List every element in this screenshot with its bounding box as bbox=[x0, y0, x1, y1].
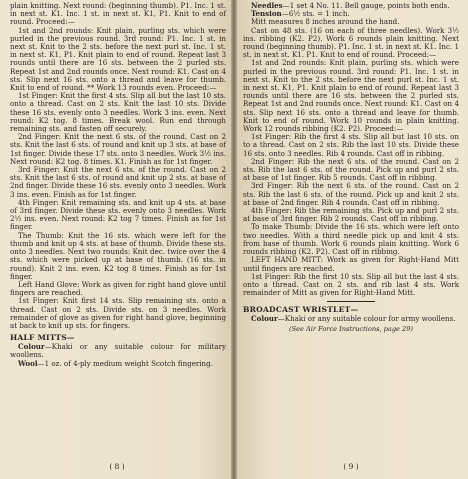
colour-label: Colour bbox=[18, 342, 45, 352]
right-paragraph: 3rd Finger: Rib the next 6 sts. of the round. Cast on 2 sts. Rib the last 6 sts. of the round. Pick up and knit 2 sts. at base of 2nd finger. Rib 4 rounds. Cast off in ribbing. bbox=[243, 181, 459, 207]
right-paragraph: To make Thumb: Divide the 16 sts. which were left onto two needles. With a third needle pick up and knit 4 sts. from base of thumb. Work 6 rounds plain knitting. Work 6 rounds ribbing (K2. P2). Cast off in ribbing. bbox=[243, 222, 459, 257]
left-paragraph: Left Hand Glove: Work as given for right hand glove until fingers are reached. bbox=[10, 279, 226, 298]
right-paragraph: 1st Finger: Rib the first 4 sts. Slip all but last 10 sts. on to a thread. Cast on 2 sts. Rib the last 10 sts. Divide these 16 sts. onto 3 needles. Rib 4 rounds. Cast off in ribbing. bbox=[243, 132, 459, 158]
wool-text: —1 oz. of 4-ply medium weight Scotch fingering. bbox=[37, 358, 213, 368]
needles-text: —1 set 4 No. 11. Bell gauge, points both ends. bbox=[282, 1, 450, 10]
left-paragraph: 1st and 2nd rounds: Knit plain, purling sts. which were purled in the previous round. 3rd round: P1. Inc. 1 st. in next st. Knit to the 2 sts. before the next purl st. Inc. 1 st. in next st. K1, P1. Knit plain to end of round. Repeat last 3 rounds until there are 16 sts. between the 2 purled sts. Repeat 1st and 2nd rounds once. Next round: K1. Cast on 4 sts. Slip next 16 sts. onto a thread and leave for thumb. Knit to end of round. ** Work 13 rounds even. Proceed:— bbox=[10, 25, 226, 93]
left-paragraph: 1st Finger: Knit first 14 sts. Slip remaining sts. onto a thread. Cast on 2 sts. Divide sts. on 3 needles. Work remainder of glove as given for right hand glove, beginning at back to knit up sts. for fingers. bbox=[10, 296, 226, 330]
right-paragraph: Cast on 48 sts. (16 on each of three needles). Work 3½ ins. ribbing (K2. P2). Work 6 rounds plain knitting. Next round (beginning thumb). P1. Inc. 1 st. in next st. K1. Inc. 1 st. in next st. K1. P1. Knit to end of round. Proceed:— bbox=[243, 25, 459, 60]
left-paragraph: The Thumb: Knit the 16 sts. which were left for the thumb and knit up 4 sts. at base of thumb. Divide these sts. onto 3 needles. Next two rounds: Knit dec. twice over the 4 sts. which were picked up at base of thumb. (16 sts. in round). Knit 2 ins. even. K2 tog 8 times. Finish as for 1st finger. bbox=[10, 230, 226, 281]
materials-colour bbox=[243, 315, 459, 323]
cross-reference-note: (See Air Force Instructions, page 29) bbox=[289, 324, 413, 333]
book-gutter bbox=[231, 0, 237, 479]
right-paragraph: 4th Finger: Rib the remaining sts. Pick up and purl 2 sts. at base of 3rd finger. Rib 2 rounds. Cast off in ribbing. bbox=[243, 206, 459, 224]
right-paragraph: 1st Finger: Rib the first 10 sts. Slip all but the last 4 sts. onto a thread. Cast on 2 sts. and rib last 4 sts. Work remainder of Mitt as given for Right-Hand Mitt. bbox=[243, 271, 459, 298]
section-heading-half-mitts: HALF MITTS— bbox=[10, 333, 75, 343]
left-paragraph: 2nd Finger: Knit the next 6 sts. of the round. Cast on 2 sts. Knit the last 6 sts. of round and knit up 3 sts. at base of 1st finger. Divide these 17 sts. onto 3 needles. Work 3½ ins. Next round: K2 tog. 8 times. K1. Finish as for 1st finger. bbox=[10, 132, 226, 166]
colour-text: —Khaki or any suitable colour for army woollens. bbox=[277, 314, 456, 324]
left-paragraph: 4th Finger: Knit remaining sts. and knit up 4 sts. at base of 3rd finger. Divide these sts. evenly onto 3 needles. Work 2½ ins. even. Next round: K2 tog 7 times. Finish as for 1st finger. bbox=[10, 197, 226, 232]
right-paragraph: 2nd Finger: Rib the next 6 sts. of the round. Cast on 2 sts. Rib the last 6 sts. of the round. Pick up and purl 2 sts. at base of 1st finger. Rib 5 rounds. Cast off in ribbing. bbox=[243, 156, 459, 183]
page-number-left: ( 8 ) bbox=[109, 462, 125, 471]
right-paragraph: Mitt measures 8 inches around the hand. bbox=[251, 17, 400, 27]
colour-text: —Khaki or any suitable colour for military woollens. bbox=[10, 342, 226, 360]
tension-text: —6½ sts. = 1 inch. bbox=[281, 9, 350, 19]
right-paragraph: LEFT HAND MITT: Work as given for Right-Hand Mitt until fingers are reached. bbox=[243, 255, 459, 273]
section-divider bbox=[327, 301, 375, 302]
right-page bbox=[234, 0, 468, 479]
page-number-right: ( 9 ) bbox=[343, 462, 359, 471]
section-heading-broadcast-wristlet: BROADCAST WRISTLET— bbox=[243, 305, 359, 315]
materials-wool bbox=[10, 360, 226, 368]
left-paragraph: plain knitting. Next round: (beginning thumb). P1. Inc. 1 st. in next st. K1. Inc. 1 st. in next st. K1, P1. Knit to end of round. Proceed:— bbox=[10, 1, 226, 27]
needles-label: Needles bbox=[251, 1, 283, 10]
tension-label: Tension bbox=[251, 9, 282, 19]
left-paragraph: 1st Finger: Knit the first 4 sts. Slip all but the last 10 sts. onto a thread. Cast on 2 sts. Knit the last 10 sts. Divide these 16 sts. evenly onto 3 needles. Work 3 ins. even. Next round: K2 tog. 8 times. Break wool. Run end through remaining sts. and fasten off securely. bbox=[10, 91, 226, 134]
left-paragraph: 3rd Finger: Knit the next 6 sts. of the round. Cast on 2 sts. Knit the last 6 sts. of round and knit up 2 sts. at base of 2nd finger. Divide these 16 sts. evenly onto 3 needles. Work 3 ins. even. Finish as for 1st finger. bbox=[10, 165, 226, 199]
colour-label: Colour bbox=[251, 314, 278, 324]
materials-colour bbox=[10, 343, 226, 359]
right-paragraph: 1st and 2nd rounds: Knit plain, purling sts. which were purled in the previous round. 3rd round: P1. Inc. 1 st. in next st. Knit to the 2 sts. before the next purl st. Inc. 1 st. in next st. K1, P1. Knit plain to end of round. Repeat last 3 rounds until there are 16 sts. between the 2 purled sts. Repeat 1st and 2nd rounds once. Next round: K1. Cast on 4 sts. Slip next 16 sts. onto a thread and leave for thumb. Knit to end of round. Work 10 rounds in plain knitting. Work 12 rounds ribbing (K2. P2). Proceed:— bbox=[243, 58, 459, 134]
wool-label: Wool bbox=[18, 358, 38, 368]
